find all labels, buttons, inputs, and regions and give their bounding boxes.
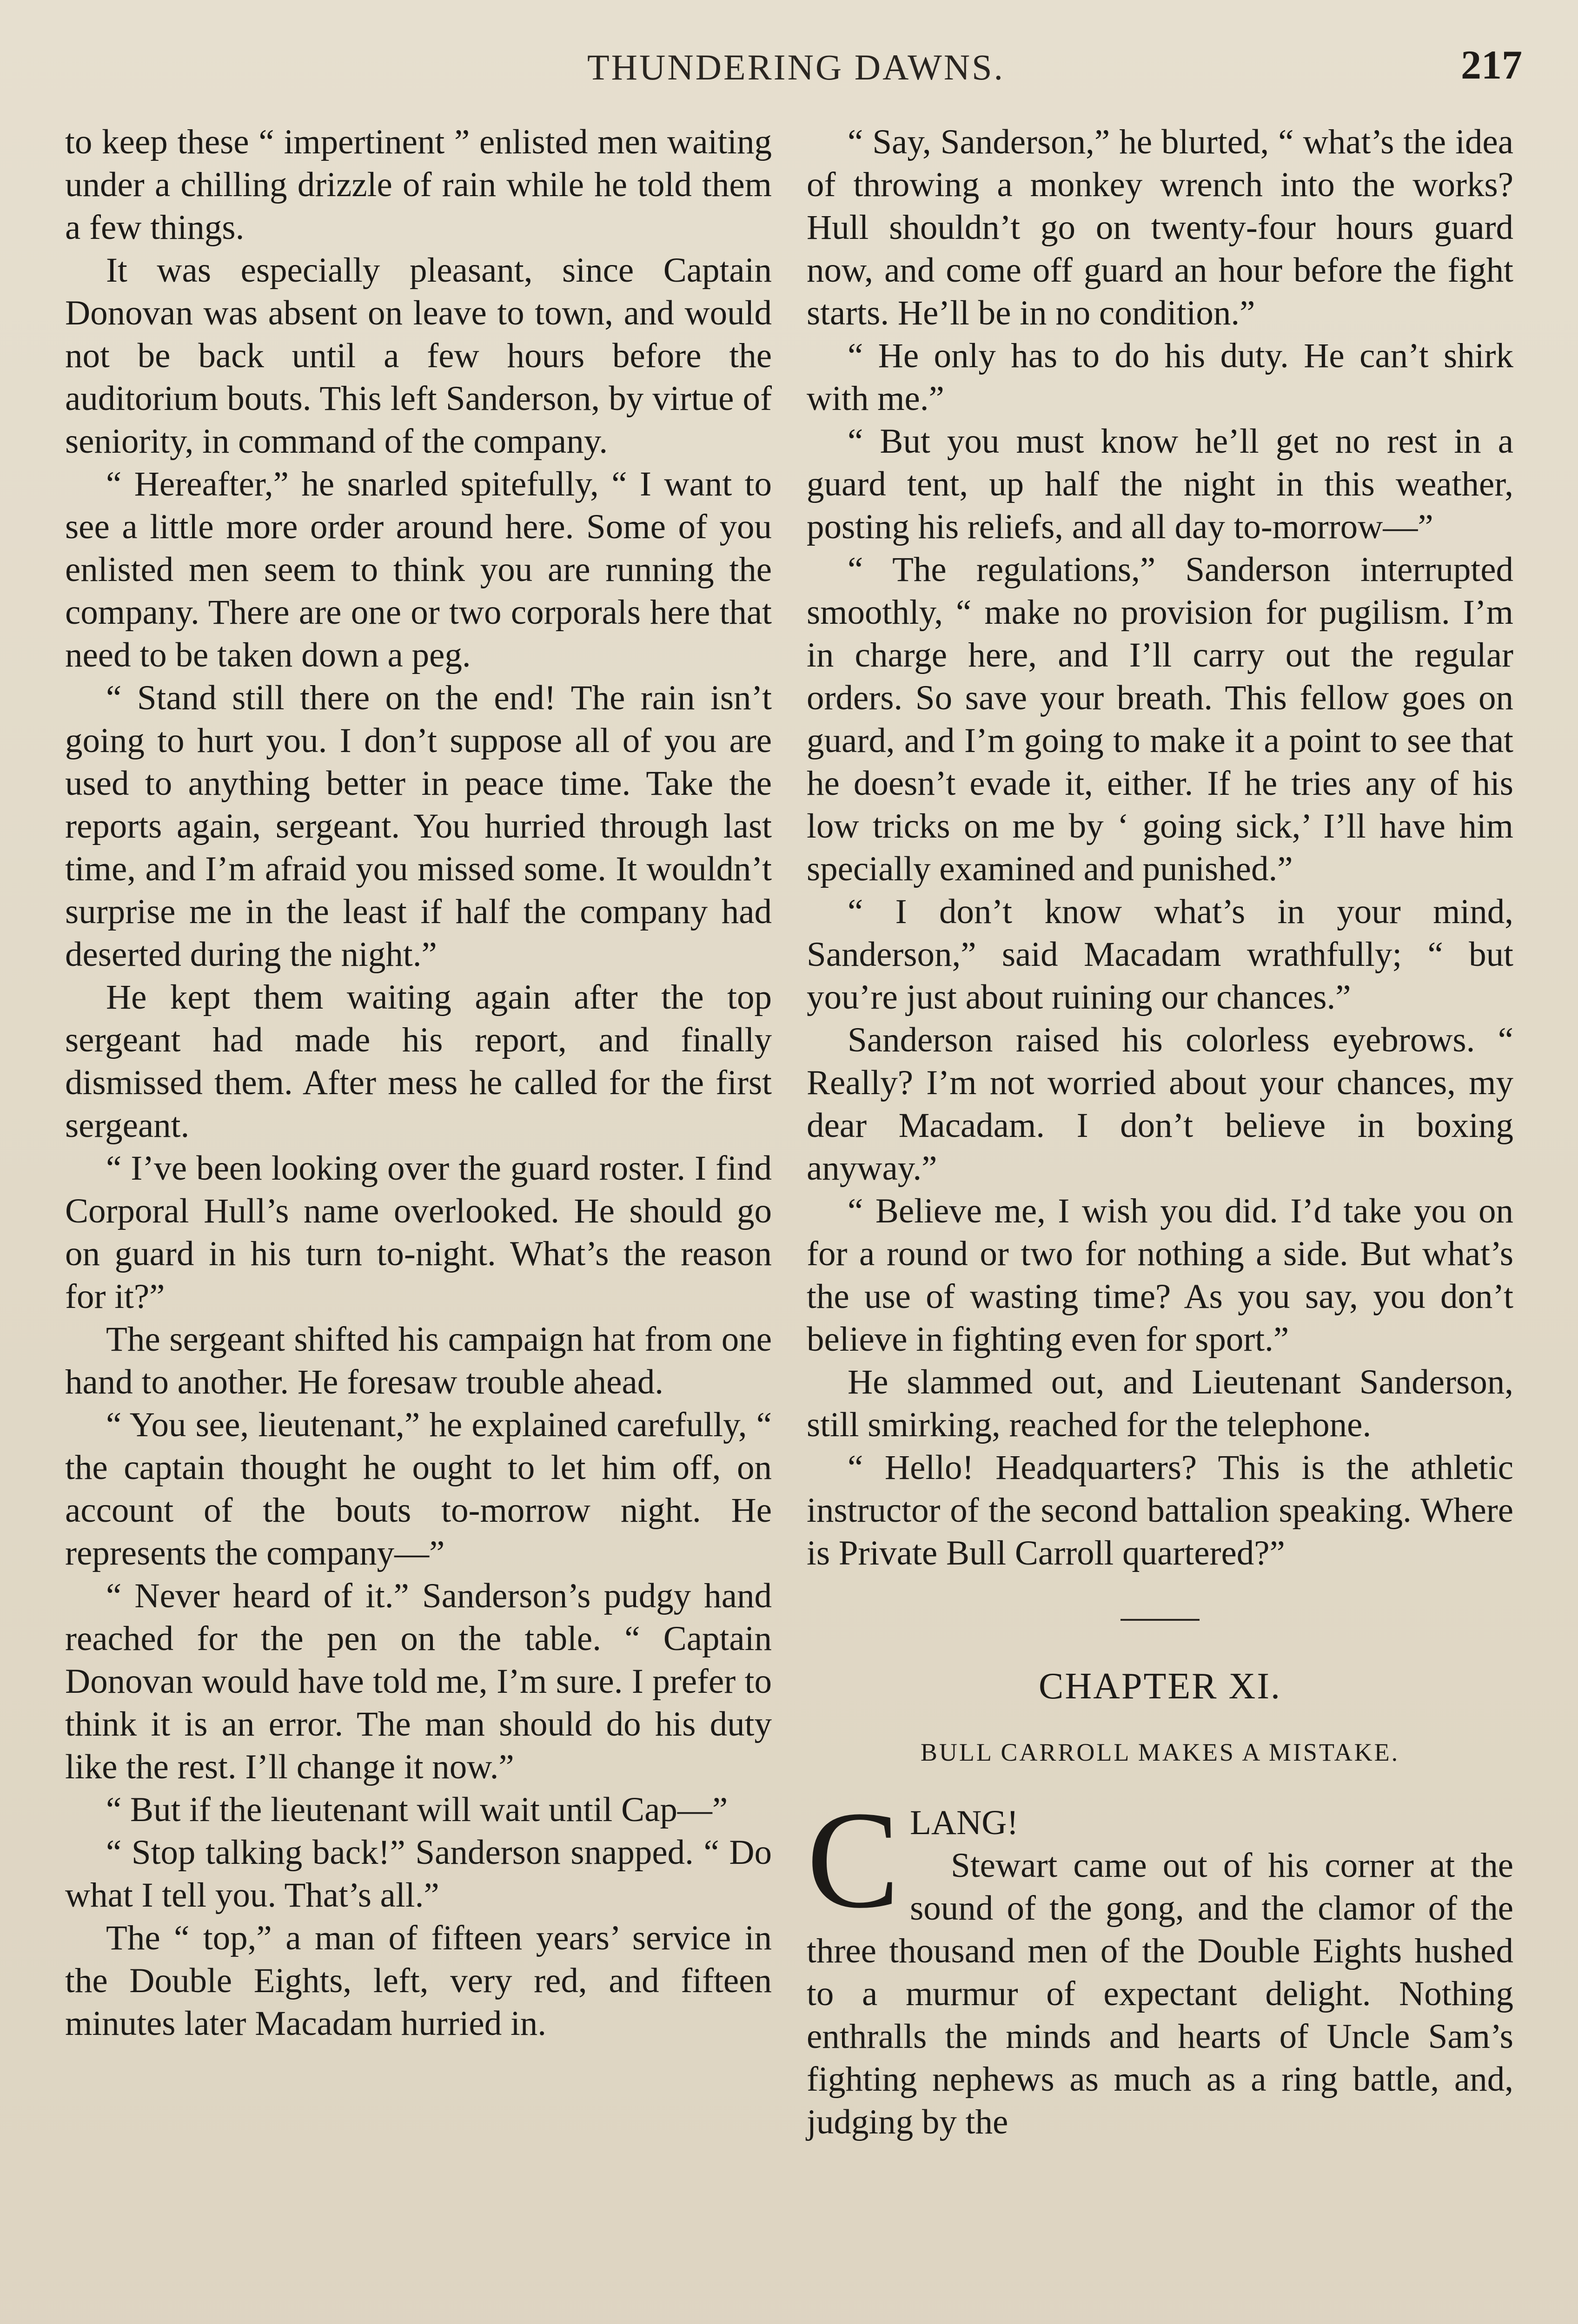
right-column	[807, 121, 1513, 2144]
paragraph: The sergeant shifted his campaign hat from one hand to another. He foresaw trouble ahead.	[65, 1320, 772, 1401]
paragraph: He kept them waiting again after the top sergeant had made his report, and finally dismissed them. After mess he called for the first sergeant.	[65, 978, 772, 1145]
left-column	[65, 121, 772, 2045]
running-title: THUNDERING DAWNS.	[587, 47, 1005, 87]
paragraph: He slammed out, and Lieutenant Sanderson, still smirking, reached for the telephone.	[807, 1363, 1513, 1444]
paragraph: It was especially pleasant, since Captain Donovan was absent on leave to town, and would not be back until a few hours before the auditorium bouts. This left Sanderson, by virtue of seniority, in command of the company.	[65, 251, 772, 461]
paragraph: “ But you must know he’ll get no rest in a guard tent, up half the night in this weather, posting his reliefs, and all day to-morrow—”	[807, 422, 1513, 546]
page-header	[70, 42, 1522, 107]
paragraph: “ I’ve been looking over the guard roster. I find Corporal Hull’s name overlooked. He should go on guard in his turn to-night. What’s the reason for it?”	[65, 1149, 772, 1316]
chapter-subtitle: BULL CARROLL MAKES A MISTAKE.	[920, 1738, 1400, 1766]
paragraph: “ Stop talking back!” Sanderson snapped. “ Do what I tell you. That’s all.”	[65, 1833, 772, 1915]
paragraph: “ But if the lieutenant will wait until Cap—”	[106, 1790, 728, 1829]
opening-word: LANG!	[910, 1803, 1019, 1842]
paragraph: “ The regulations,” Sanderson interrupted smoothly, “ make no provision for pugilism. I’m in charge here, and I’ll carry out the regular orders. So save your breath. This fellow goes on guard, and I’m going to make it a point to see that he doesn’t evade it, either. If he tries any of his low tricks on me by ‘ going sick,’ I’ll have him specially examined and punished.”	[807, 550, 1513, 888]
section-divider	[1121, 1619, 1200, 1621]
paragraph: “ You see, lieutenant,” he explained carefully, “ the captain thought he ought to let him off, on account of the bouts to-morrow night. He represents the company—”	[65, 1406, 772, 1572]
paragraph: “ Stand still there on the end! The rain isn’t going to hurt you. I don’t suppose all of you are used to anything better in peace time. Take the reports again, sergeant. You hurried through last time, and I’m afraid you missed some. It wouldn’t surprise me in the least if half the company had deserted during the night.”	[65, 679, 772, 974]
paragraph: The “ top,” a man of fifteen years’ service in the Double Eights, left, very red, and fifteen minutes later Macadam hurried in.	[65, 1919, 772, 2043]
paragraph: “ Hereafter,” he snarled spitefully, “ I want to see a little more order around here. Some of you enlisted men seem to think you are running the company. There are one or two corporals here that need to be taken down a peg.	[65, 465, 772, 674]
paragraph: “ Believe me, I wish you did. I’d take you on for a round or two for nothing a side. But what’s the use of wasting time? As you say, you don’t believe in fighting even for sport.”	[807, 1192, 1513, 1359]
paragraph: “ He only has to do his duty. He can’t shirk with me.”	[807, 337, 1513, 418]
paragraph: “ Say, Sanderson,” he blurted, “ what’s the idea of throwing a monkey wrench into the works? Hull shouldn’t go on twenty-four hours guard now, and come off guard an hour before the fight starts. He’ll be in no condition.”	[807, 123, 1513, 332]
paragraph: “ I don’t know what’s in your mind, Sanderson,” said Macadam wrathfully; “ but you’re just about ruining our chances.”	[807, 892, 1513, 1017]
drop-cap: C	[807, 1783, 900, 1937]
paragraph: to keep these “ impertinent ” enlisted men waiting under a chilling drizzle of rain while he told them a few things.	[65, 123, 772, 247]
chapter-heading: CHAPTER XI.	[1039, 1666, 1281, 1707]
paragraph: Stewart came out of his corner at the sound of the gong, and the clamor of the three thousand men of the Double Eights hushed to a murmur of expectant delight. Nothing enthralls the minds and hearts of Uncle Sam’s fighting nephews as much as a ring battle, and, judging by the	[807, 1846, 1513, 2141]
paragraph: Sanderson raised his colorless eyebrows. “ Really? I’m not worried about your chances, my dear Macadam. I don’t believe in boxing anyway.”	[807, 1021, 1513, 1188]
page-number: 217	[1461, 43, 1522, 88]
paragraph: “ Hello! Headquarters? This is the athletic instructor of the second battalion speaking. Where is Private Bull Carroll quartered?”	[807, 1448, 1513, 1572]
chapter-opening-paragraph	[807, 1783, 1513, 2144]
paragraph: “ Never heard of it.” Sanderson’s pudgy hand reached for the pen on the table. “ Captain Donovan would have told me, I’m sure. I prefer to think it is an error. The man should do his duty like the rest. I’ll change it now.”	[65, 1577, 772, 1786]
